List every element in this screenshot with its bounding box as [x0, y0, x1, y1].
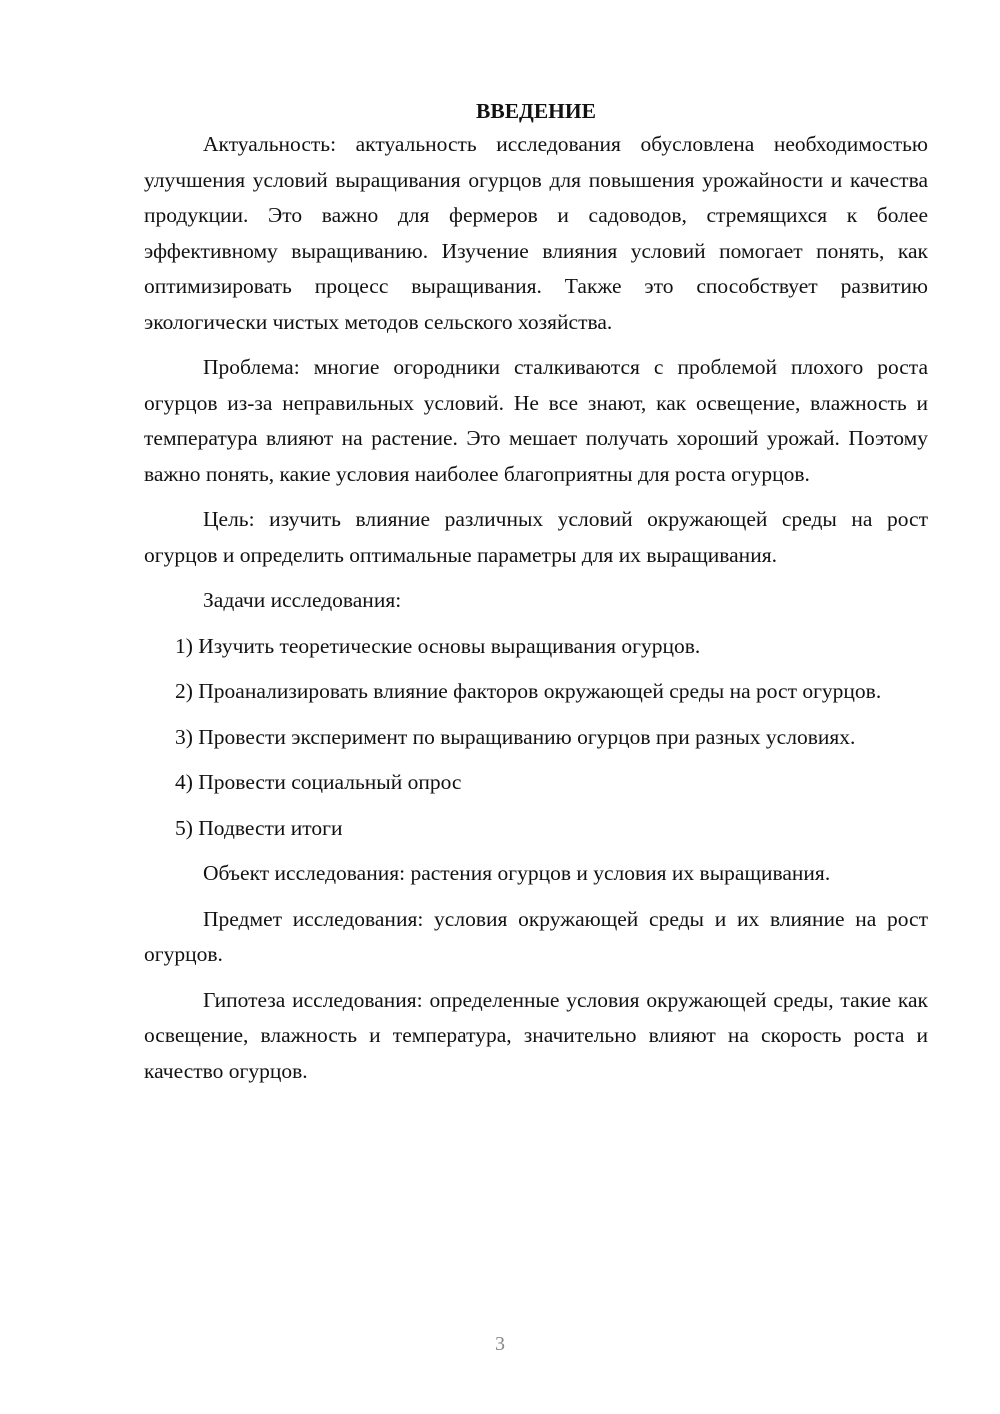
task-item-2: 2) Проанализировать влияние факторов окружающей среды на рост огурцов. — [175, 679, 882, 703]
document-page — [144, 94, 928, 1099]
hypothesis-paragraph: Гипотеза исследования: определенные условия окружающей среды, такие как освещение, влажность и температура, значительно влияют на скорость роста и качество огурцов. — [144, 987, 928, 1083]
task-item-4: 4) Провести социальный опрос — [175, 770, 462, 794]
relevance-paragraph: Актуальность: актуальность исследования обусловлена необходимостью улучшения условий выращивания огурцов для повышения урожайности и качества продукции. Это важно для фермеров и садоводов, стремящихся к более эффективному выращиванию. Изучение влияния условий помогает понять, как оптимизировать процесс выращивания. Также это способствует развитию экологически чистых методов сельского хозяйства. — [144, 132, 928, 334]
task-item-5: 5) Подвести итоги — [175, 815, 343, 840]
tasks-heading: Задачи исследования: — [203, 588, 402, 612]
subject-paragraph: Предмет исследования: условия окружающей среды и их влияние на рост огурцов. — [144, 906, 928, 966]
object-paragraph: Объект исследования: растения огурцов и условия их выращивания. — [203, 861, 831, 885]
section-title: ВВЕДЕНИЕ — [476, 99, 596, 123]
problem-paragraph: Проблема: многие огородники сталкиваются с проблемой плохого роста огурцов из-за неправильных условий. Не все знают, как освещение, влажность и температура влияют на растение. Это мешает получать хороший урожай. Поэтому важно понять, какие условия наиболее благоприятны для роста огурцов. — [144, 355, 928, 486]
page-number: 3 — [495, 1333, 505, 1355]
goal-paragraph: Цель: изучить влияние различных условий окружающей среды на рост огурцов и определить оптимальные параметры для их выращивания. — [144, 507, 928, 567]
task-item-3: 3) Провести эксперимент по выращиванию огурцов при разных условиях. — [175, 724, 856, 749]
task-item-1: 1) Изучить теоретические основы выращивания огурцов. — [175, 633, 701, 658]
